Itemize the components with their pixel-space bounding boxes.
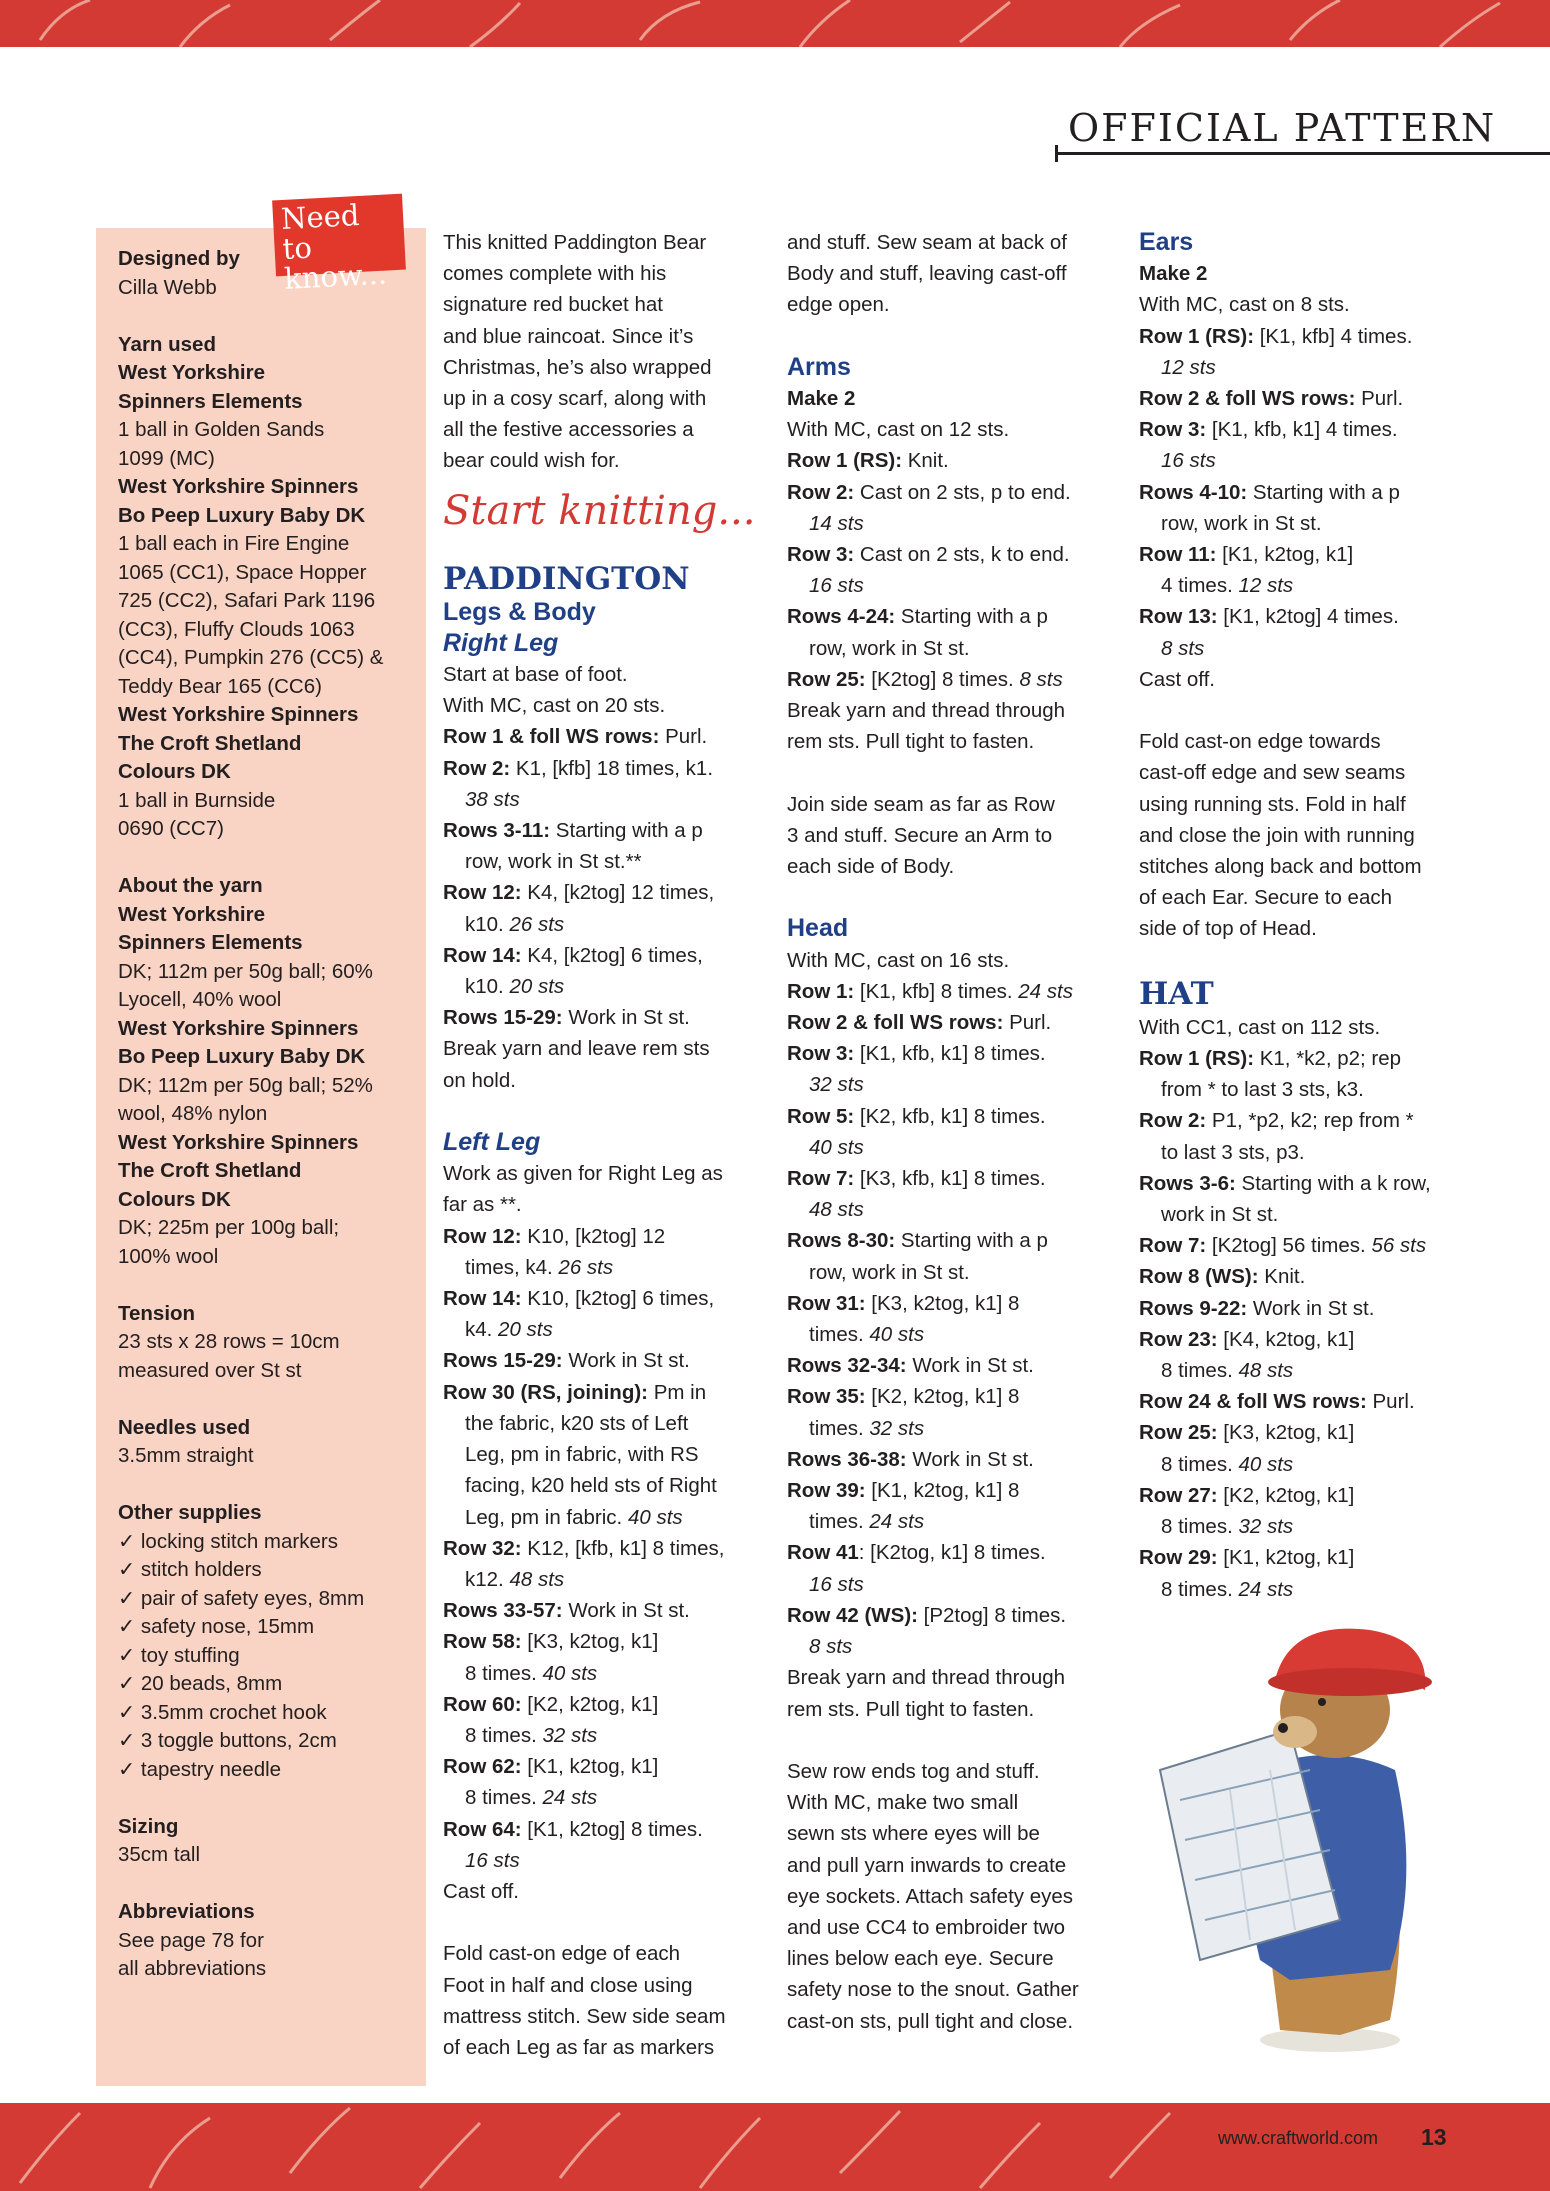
pattern-line: Row 2: Cast on 2 sts, p to end. — [787, 480, 1071, 504]
pattern-line: Body and stuff, leaving cast-off — [787, 262, 1067, 286]
pattern-line: Christmas, he’s also wrapped — [443, 355, 712, 379]
pattern-line: With MC, make two small — [787, 1791, 1019, 1815]
pattern-line: Fold cast-on edge of each — [443, 1942, 681, 1966]
pattern-line: Row 27: [K2, k2tog, k1] — [1139, 1483, 1355, 1507]
pattern-line: 16 sts — [465, 1848, 520, 1872]
pattern-line: Row 64: [K1, k2tog] 8 times. — [443, 1817, 703, 1841]
paragraph-gap — [1139, 695, 1469, 726]
pattern-line: stitches along back and bottom — [1139, 855, 1422, 879]
pattern-line: Row 1 & foll WS rows: Purl. — [443, 725, 708, 749]
pattern-line: Fold cast-on edge towards — [1139, 730, 1381, 754]
section-heading: HAT — [1139, 975, 1214, 1012]
pattern-line: Break yarn and thread through — [787, 699, 1066, 723]
need-to-know-line: wool, 48% nylon — [118, 1102, 268, 1125]
need-to-know-section — [118, 1300, 418, 1386]
pattern-line: Row 14: K10, [k2tog] 6 times, — [443, 1287, 715, 1311]
pattern-line: Leg, pm in fabric. 40 sts — [465, 1505, 683, 1529]
need-to-know-line: West Yorkshire — [118, 361, 265, 384]
pattern-line: Foot in half and close using — [443, 1973, 693, 1997]
top-decorative-band — [0, 0, 1550, 47]
paragraph-gap — [787, 1725, 1117, 1756]
pattern-line: Make 2 — [1139, 262, 1208, 286]
pattern-line: Break yarn and thread through — [787, 1666, 1066, 1690]
pattern-line: using running sts. Fold in half — [1139, 792, 1406, 816]
pattern-line: 8 times. 40 sts — [1161, 1452, 1294, 1476]
pattern-line: Start at base of foot. — [443, 663, 628, 687]
pattern-line: 40 sts — [809, 1135, 864, 1159]
pattern-line: 3 and stuff. Secure an Arm to — [787, 823, 1053, 847]
pattern-line: Row 39: [K1, k2tog, k1] 8 — [787, 1479, 1020, 1503]
pattern-line: Row 30 (RS, joining): Pm in — [443, 1380, 707, 1404]
need-to-know-line: Bo Peep Luxury Baby DK — [118, 1045, 366, 1068]
pattern-line: on hold. — [443, 1068, 516, 1092]
pattern-line: the fabric, k20 sts of Left — [465, 1411, 689, 1435]
pattern-line: Row 62: [K1, k2tog, k1] — [443, 1755, 659, 1779]
pattern-line: Rows 4-24: Starting with a p — [787, 605, 1048, 629]
pattern-line: times, k4. 26 sts — [465, 1255, 614, 1279]
paragraph-gap — [443, 1907, 773, 1938]
need-to-know-line: 3.5mm straight — [118, 1444, 254, 1467]
section-heading: Right Leg — [443, 628, 559, 657]
pattern-line: 8 times. 32 sts — [1161, 1515, 1294, 1539]
pattern-line: Row 3: [K1, kfb, k1] 4 times. — [1139, 418, 1398, 442]
pattern-line: Row 5: [K2, kfb, k1] 8 times. — [787, 1104, 1046, 1128]
pattern-line: Rows 9-22: Work in St st. — [1139, 1296, 1375, 1320]
pattern-line: 4 times. 12 sts — [1161, 574, 1294, 598]
pattern-line: bear could wish for. — [443, 449, 620, 473]
need-to-know-line: all abbreviations — [118, 1957, 267, 1980]
footer-website: www.craftworld.com — [1218, 2128, 1379, 2148]
pattern-line: Row 42 (WS): [P2tog] 8 times. — [787, 1603, 1067, 1627]
pattern-line: Row 1: [K1, kfb] 8 times. 24 sts — [787, 979, 1073, 1003]
need-to-know-line: 35cm tall — [118, 1843, 201, 1866]
pattern-line: Row 29: [K1, k2tog, k1] — [1139, 1546, 1355, 1570]
pattern-line: Row 3: [K1, kfb, k1] 8 times. — [787, 1042, 1046, 1066]
need-to-know-line: See page 78 for — [118, 1928, 264, 1952]
section-heading: Start knitting... — [443, 487, 756, 534]
pattern-line: Row 35: [K2, k2tog, k1] 8 — [787, 1385, 1020, 1409]
pattern-line: Row 13: [K1, k2tog] 4 times. — [1139, 605, 1399, 629]
pattern-line: Row 14: K4, [k2tog] 6 times, — [443, 943, 703, 967]
pattern-line: Row 31: [K3, k2tog, k1] 8 — [787, 1291, 1020, 1315]
pattern-line: cast-on sts, pull tight and close. — [787, 2009, 1074, 2033]
pattern-line: Row 32: K12, [kfb, k1] 8 times, — [443, 1536, 725, 1560]
pattern-line: Row 11: [K1, k2tog, k1] — [1139, 543, 1354, 567]
paragraph-gap — [787, 321, 1117, 352]
pattern-line: Row 60: [K2, k2tog, k1] — [443, 1692, 659, 1716]
need-to-know-line: About the yarn — [118, 874, 263, 897]
pattern-line: to last 3 sts, p3. — [1161, 1140, 1305, 1164]
pattern-line: 8 sts — [1161, 636, 1205, 660]
pattern-line: row, work in St st. — [809, 1260, 970, 1284]
pattern-line: 12 sts — [1161, 355, 1216, 379]
pattern-line: cast-off edge and sew seams — [1139, 761, 1406, 785]
paddington-bear-illustration — [1140, 1620, 1470, 2060]
need-to-know-line: 1 ball in Golden Sands — [118, 418, 325, 441]
need-to-know-line: Yarn used — [118, 332, 216, 356]
need-to-know-line: 1065 (CC1), Space Hopper — [118, 560, 367, 584]
need-to-know-line: West Yorkshire Spinners — [118, 1016, 359, 1040]
need-to-know-line: 1099 (MC) — [118, 446, 215, 470]
need-to-know-line: ✓ 3 toggle buttons, 2cm — [118, 1729, 337, 1752]
need-to-know-line: Sizing — [118, 1814, 179, 1838]
pattern-line: Row 3: Cast on 2 sts, k to end. — [787, 543, 1070, 567]
pattern-line: 16 sts — [809, 1572, 864, 1596]
pattern-line: 8 sts — [809, 1635, 853, 1659]
pattern-line: Row 2 & foll WS rows: Purl. — [787, 1011, 1052, 1035]
pattern-line: rem sts. Pull tight to fasten. — [787, 730, 1035, 754]
need-to-know-line: ✓ safety nose, 15mm — [118, 1615, 315, 1638]
pattern-line: 8 times. 48 sts — [1161, 1359, 1294, 1383]
need-to-know-section — [118, 1499, 418, 1784]
need-to-know-line: Spinners Elements — [118, 389, 303, 413]
pattern-line: eye sockets. Attach safety eyes — [787, 1884, 1074, 1908]
need-to-know-section — [118, 331, 418, 844]
need-to-know-line: ✓ pair of safety eyes, 8mm — [118, 1586, 365, 1610]
pattern-column-3 — [1139, 227, 1469, 1605]
page-number: 13 — [1421, 2124, 1447, 2150]
need-to-know-line: Abbreviations — [118, 1900, 255, 1923]
pattern-line: Join side seam as far as Row — [787, 792, 1055, 816]
need-to-know-content — [118, 245, 418, 2012]
pattern-line: Break yarn and leave rem sts — [443, 1037, 710, 1061]
pattern-line: Rows 15-29: Work in St st. — [443, 1006, 690, 1030]
need-to-know-line: know... — [283, 256, 388, 296]
section-heading: Legs & Body — [443, 597, 596, 626]
need-to-know-line: 1 ball each in Fire Engine — [118, 532, 350, 555]
need-to-know-line: West Yorkshire Spinners — [118, 475, 359, 498]
need-to-know-line: Designed by — [118, 247, 240, 270]
pattern-line: row, work in St st. — [1161, 511, 1322, 535]
need-to-know-line: DK; 112m per 50g ball; 60% — [118, 959, 373, 983]
pattern-line: Make 2 — [787, 387, 856, 410]
pattern-line: sewn sts where eyes will be — [787, 1822, 1040, 1846]
pattern-line: 48 sts — [809, 1198, 864, 1222]
need-to-know-line: Teddy Bear 165 (CC6) — [118, 674, 322, 698]
need-to-know-line: (CC3), Fluffy Clouds 1063 — [118, 617, 355, 641]
need-to-know-line: ✓ tapestry needle — [118, 1757, 282, 1781]
pattern-line: Row 25: [K3, k2tog, k1] — [1139, 1421, 1355, 1445]
pattern-line: Row 41: [K2tog, k1] 8 times. — [787, 1541, 1046, 1565]
pattern-line: With MC, cast on 12 sts. — [787, 418, 1010, 442]
pattern-line: signature red bucket hat — [443, 293, 663, 317]
pattern-line: and pull yarn inwards to create — [787, 1853, 1067, 1877]
need-to-know-line: Other supplies — [118, 1501, 262, 1524]
section-header-title: OFFICIAL PATTERN — [1068, 106, 1497, 150]
need-to-know-line: West Yorkshire — [118, 902, 265, 926]
need-to-know-line: ✓ 3.5mm crochet hook — [118, 1700, 327, 1724]
pattern-column-2 — [787, 227, 1117, 2037]
pattern-line: This knitted Paddington Bear — [443, 231, 707, 254]
need-to-know-line: Lyocell, 40% wool — [118, 988, 282, 1011]
need-to-know-line: Bo Peep Luxury Baby DK — [118, 503, 366, 527]
need-to-know-section — [118, 1898, 418, 1984]
need-to-know-line: 23 sts x 28 rows = 10cm — [118, 1330, 340, 1353]
pattern-line: Row 25: [K2tog] 8 times. 8 sts — [787, 667, 1063, 691]
pattern-line: With MC, cast on 20 sts. — [443, 694, 666, 718]
paragraph-gap — [443, 1096, 773, 1127]
paragraph-gap — [1139, 945, 1469, 976]
pattern-line: k4. 20 sts — [465, 1318, 553, 1342]
pattern-line: from * to last 3 sts, k3. — [1161, 1078, 1364, 1102]
pattern-line: Row 2: K1, [kfb] 18 times, k1. — [443, 756, 714, 780]
pattern-column-1 — [443, 227, 773, 2063]
need-to-know-line: ✓ toy stuffing — [118, 1643, 240, 1667]
pattern-line: Row 24 & foll WS rows: Purl. — [1139, 1390, 1415, 1414]
need-to-know-line: Need to — [280, 197, 361, 266]
section-heading: Arms — [787, 352, 851, 381]
need-to-know-line: Tension — [118, 1301, 196, 1325]
section-heading: Ears — [1139, 228, 1194, 256]
pattern-line: far as **. — [443, 1193, 522, 1217]
pattern-line: With MC, cast on 16 sts. — [787, 948, 1010, 972]
pattern-line: row, work in St st. — [809, 636, 970, 660]
pattern-line: Row 1 (RS): Knit. — [787, 449, 949, 473]
need-to-know-line: West Yorkshire Spinners — [118, 1130, 359, 1154]
paragraph-gap — [787, 882, 1117, 913]
need-to-know-line: West Yorkshire Spinners — [118, 703, 359, 726]
need-to-know-line: ✓ 20 beads, 8mm — [118, 1672, 283, 1695]
pattern-line: and use CC4 to embroider two — [787, 1915, 1066, 1939]
pattern-line: each side of Body. — [787, 855, 955, 879]
need-to-know-line: Needles used — [118, 1415, 251, 1439]
pattern-line: Row 7: [K2tog] 56 times. 56 sts — [1139, 1234, 1427, 1258]
pattern-line: 38 sts — [465, 787, 520, 811]
pattern-line: comes complete with his — [443, 262, 667, 286]
section-heading: PADDINGTON — [443, 560, 690, 597]
pattern-line: With CC1, cast on 112 sts. — [1139, 1015, 1381, 1039]
pattern-line: 8 times. 32 sts — [465, 1723, 598, 1747]
need-to-know-line: The Croft Shetland — [118, 1159, 302, 1182]
pattern-line: Work as given for Right Leg as — [443, 1162, 723, 1186]
pattern-line: rem sts. Pull tight to fasten. — [787, 1697, 1035, 1721]
pattern-line: lines below each eye. Secure — [787, 1947, 1054, 1971]
top-band-pattern — [0, 0, 1550, 47]
pattern-line: k10. 26 sts — [465, 912, 565, 936]
need-to-know-line: 100% wool — [118, 1244, 219, 1268]
need-to-know-section — [118, 1813, 418, 1870]
need-to-know-line: DK; 112m per 50g ball; 52% — [118, 1073, 373, 1097]
pattern-line: all the festive accessories a — [443, 418, 694, 442]
pattern-line: Rows 3-11: Starting with a p — [443, 819, 703, 843]
pattern-line: Row 58: [K3, k2tog, k1] — [443, 1630, 659, 1654]
pattern-line: times. 40 sts — [809, 1323, 925, 1347]
pattern-line: and blue raincoat. Since it’s — [443, 324, 694, 348]
pattern-line: Row 12: K4, [k2tog] 12 times, — [443, 881, 715, 905]
pattern-line: 8 times. 40 sts — [465, 1661, 598, 1685]
pattern-line: 16 sts — [809, 574, 864, 598]
pattern-line: up in a cosy scarf, along with — [443, 387, 707, 411]
pattern-line: Rows 32-34: Work in St st. — [787, 1354, 1034, 1378]
pattern-line: of each Leg as far as markers — [443, 2035, 715, 2059]
pattern-line: k10. 20 sts — [465, 975, 565, 999]
pattern-line: mattress stitch. Sew side seam — [443, 2004, 726, 2028]
need-to-know-line: Colours DK — [118, 1187, 231, 1211]
pattern-line: work in St st. — [1161, 1203, 1279, 1227]
section-heading: Left Leg — [443, 1128, 541, 1157]
pattern-line: Rows 8-30: Starting with a p — [787, 1229, 1048, 1253]
pattern-line: Rows 36-38: Work in St st. — [787, 1447, 1034, 1471]
pattern-line: and close the join with running — [1139, 823, 1415, 847]
need-to-know-line: ✓ stitch holders — [118, 1558, 262, 1581]
pattern-line: facing, k20 held sts of Right — [465, 1474, 717, 1498]
need-to-know-line: Colours DK — [118, 760, 231, 783]
paragraph-gap — [787, 757, 1117, 788]
pattern-line: of each Ear. Secure to each — [1139, 886, 1392, 910]
section-heading: Head — [787, 914, 849, 943]
pattern-line: times. 24 sts — [809, 1510, 925, 1534]
need-to-know-line: DK; 225m per 100g ball; — [118, 1216, 340, 1239]
pattern-line: Row 23: [K4, k2tog, k1] — [1139, 1327, 1355, 1351]
pattern-line: 32 sts — [809, 1073, 864, 1097]
header-rule — [1055, 152, 1550, 155]
pattern-line: Row 7: [K3, kfb, k1] 8 times. — [787, 1167, 1046, 1191]
need-to-know-line: 0690 (CC7) — [118, 817, 224, 840]
need-to-know-line: measured over St st — [118, 1358, 302, 1382]
pattern-line: 8 times. 24 sts — [465, 1786, 598, 1810]
pattern-line: edge open. — [787, 293, 890, 317]
need-to-know-section — [118, 245, 418, 302]
pattern-line: Sew row ends tog and stuff. — [787, 1759, 1040, 1783]
pattern-line: With MC, cast on 8 sts. — [1139, 293, 1350, 317]
need-to-know-section — [118, 872, 418, 1271]
need-to-know-line: The Croft Shetland — [118, 731, 302, 755]
need-to-know-line: 1 ball in Burnside — [118, 788, 276, 812]
pattern-line: k12. 48 sts — [465, 1567, 565, 1591]
pattern-line: Rows 4-10: Starting with a p — [1139, 480, 1400, 504]
pattern-line: Row 1 (RS): [K1, kfb] 4 times. — [1139, 324, 1413, 348]
pattern-line: Row 12: K10, [k2tog] 12 — [443, 1224, 666, 1248]
pattern-line: side of top of Head. — [1139, 917, 1317, 941]
pattern-line: and stuff. Sew seam at back of — [787, 231, 1067, 254]
pattern-line: Row 2 & foll WS rows: Purl. — [1139, 387, 1404, 411]
need-to-know-line: ✓ locking stitch markers — [118, 1529, 338, 1553]
need-to-know-section — [118, 1414, 418, 1471]
pattern-line: Cast off. — [443, 1879, 519, 1903]
pattern-line: Row 1 (RS): K1, *k2, p2; rep — [1139, 1047, 1402, 1071]
pattern-line: Rows 33-57: Work in St st. — [443, 1599, 690, 1623]
need-to-know-line: Spinners Elements — [118, 931, 303, 954]
pattern-line: row, work in St st.** — [465, 850, 642, 874]
need-to-know-line: Cilla Webb — [118, 275, 217, 299]
pattern-line: Row 8 (WS): Knit. — [1139, 1265, 1306, 1289]
need-to-know-line: (CC4), Pumpkin 276 (CC5) & — [118, 646, 384, 669]
pattern-line: times. 32 sts — [809, 1416, 925, 1440]
pattern-line: Row 2: P1, *p2, k2; rep from * — [1139, 1109, 1414, 1133]
pattern-line: safety nose to the snout. Gather — [787, 1978, 1079, 2002]
need-to-know-line: 725 (CC2), Safari Park 1196 — [118, 589, 376, 612]
pattern-line: 14 sts — [809, 511, 864, 535]
pattern-line: 16 sts — [1161, 449, 1216, 473]
pattern-line: Rows 15-29: Work in St st. — [443, 1349, 690, 1373]
pattern-line: Cast off. — [1139, 667, 1215, 691]
pattern-line: 8 times. 24 sts — [1161, 1577, 1294, 1601]
pattern-line: Rows 3-6: Starting with a k row, — [1139, 1171, 1431, 1195]
pattern-line: Leg, pm in fabric, with RS — [465, 1443, 699, 1467]
